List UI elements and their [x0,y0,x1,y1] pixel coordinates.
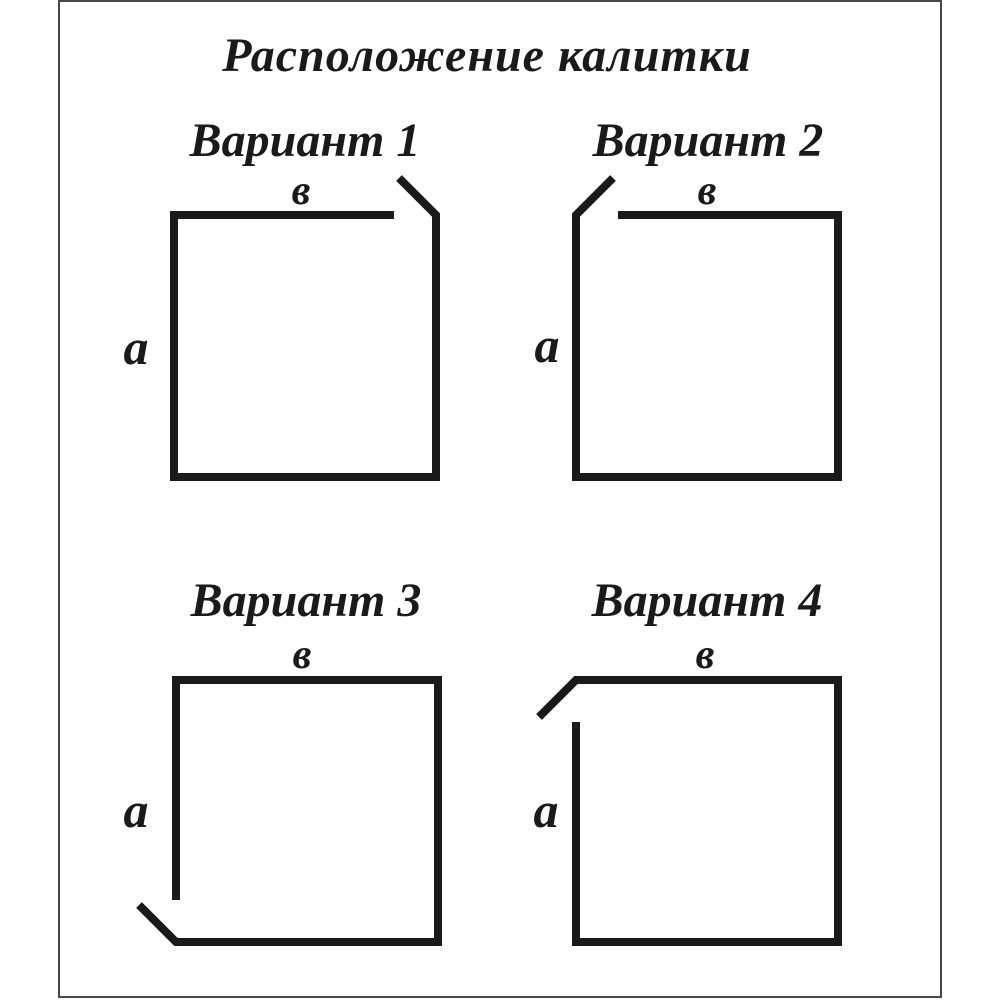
variant-title-3: Вариант 3 [190,574,422,627]
height-label-variant-3: а [123,782,149,838]
width-label-variant-3: в [292,632,312,678]
variant-title-4: Вариант 4 [591,574,823,627]
fence-outline-variant-4 [539,680,838,942]
variant-title-2: Вариант 2 [592,114,824,167]
height-label-variant-2: а [534,317,560,373]
fence-outline-variant-2 [576,178,838,477]
fence-outline-variant-1 [174,178,436,477]
page-title: Расположение калитки [222,29,752,82]
fence-outline-variant-3 [139,680,438,942]
width-label-variant-2: в [697,168,717,214]
width-label-variant-1: в [291,168,311,214]
height-label-variant-4: а [533,782,559,838]
height-label-variant-1: а [123,319,149,375]
variant-title-1: Вариант 1 [189,114,421,167]
width-label-variant-4: в [695,632,715,678]
